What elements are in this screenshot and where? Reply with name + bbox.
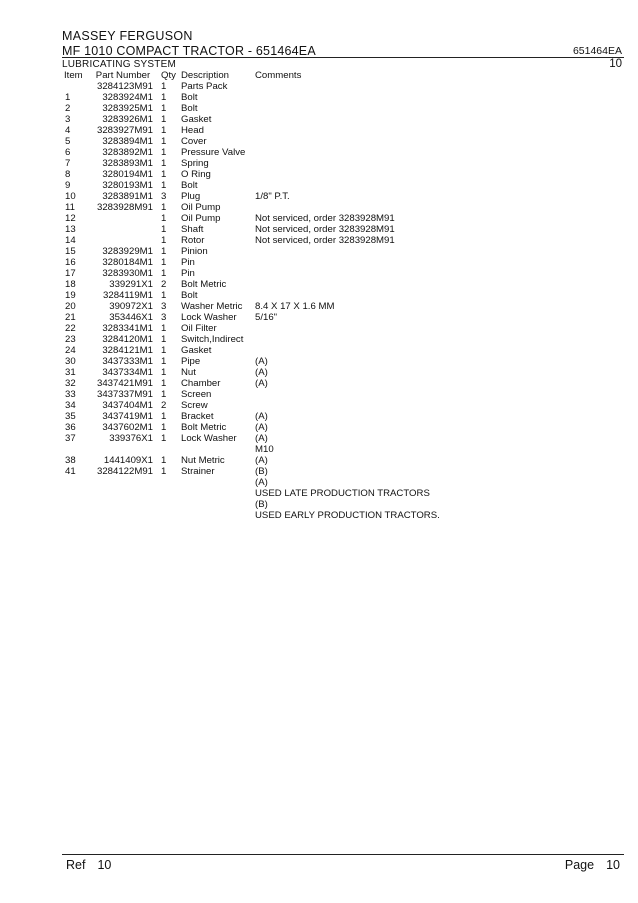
cell-description: Strainer	[181, 466, 215, 477]
cell-item: 24	[65, 345, 76, 356]
table-row	[62, 499, 440, 510]
table-row	[62, 477, 440, 488]
cell-description	[181, 477, 255, 488]
cell-item: 37	[65, 433, 76, 444]
cell-item: 31	[65, 367, 76, 378]
cell-comments: (A)	[255, 433, 268, 444]
cell-item: 4	[65, 125, 71, 136]
cell-item: 34	[65, 400, 76, 411]
column-header-item: Item	[64, 70, 83, 81]
cell-qty	[159, 510, 181, 521]
cell-item: 11	[65, 202, 75, 213]
table-row	[62, 378, 440, 389]
cell-comments: 5/16"	[255, 312, 278, 323]
table-row	[62, 125, 440, 136]
footer-ref	[66, 858, 111, 872]
cell-part-number: 3284121M1	[102, 345, 153, 356]
cell-item	[62, 444, 93, 455]
table-row	[62, 213, 440, 224]
cell-part-number: 353446X1	[109, 312, 153, 323]
cell-comments	[255, 268, 440, 279]
cell-qty: 1	[161, 224, 167, 235]
cell-description	[181, 499, 255, 510]
table-row	[62, 103, 440, 114]
cell-item: 6	[65, 147, 71, 158]
cell-part-number: 3283341M1	[102, 323, 153, 334]
cell-item: 13	[65, 224, 76, 235]
footer-page	[565, 858, 620, 872]
cell-item: 17	[65, 268, 76, 279]
cell-part-number	[93, 444, 159, 455]
table-row	[62, 257, 440, 268]
cell-qty: 1	[161, 114, 167, 125]
cell-qty: 1	[161, 202, 167, 213]
cell-item: 36	[65, 422, 76, 433]
cell-comments	[255, 345, 440, 356]
table-row	[62, 323, 440, 334]
cell-comments: 1/8" P.T.	[255, 191, 290, 202]
footer-divider	[62, 854, 624, 855]
parts-table-body	[62, 81, 440, 521]
cell-description: Rotor	[181, 235, 205, 246]
cell-qty: 3	[161, 191, 167, 202]
cell-qty: 1	[161, 411, 167, 422]
cell-item	[62, 488, 93, 499]
cell-item: 41	[65, 466, 76, 477]
cell-part-number: 3283927M91	[96, 125, 153, 136]
cell-description: Washer Metric	[181, 301, 243, 312]
cell-part-number: 3283894M1	[102, 136, 153, 147]
cell-item: 32	[65, 378, 76, 389]
table-row	[62, 202, 440, 213]
cell-description: Oil Filter	[181, 323, 217, 334]
cell-part-number: 3437419M1	[102, 411, 153, 422]
cell-comments: (A)	[255, 367, 268, 378]
cell-description: Bolt	[181, 290, 198, 301]
cell-comments	[255, 202, 440, 213]
cell-description: Oil Pump	[181, 202, 221, 213]
cell-qty	[159, 444, 181, 455]
table-row	[62, 235, 440, 246]
table-row	[62, 169, 440, 180]
cell-part-number: 3280184M1	[102, 257, 153, 268]
cell-item: 21	[65, 312, 76, 323]
cell-part-number	[93, 499, 159, 510]
cell-item: 23	[65, 334, 76, 345]
cell-qty: 1	[161, 136, 167, 147]
cell-comments	[255, 103, 440, 114]
cell-description	[181, 444, 255, 455]
cell-item: 3	[65, 114, 71, 125]
table-row	[62, 158, 440, 169]
cell-part-number: 3283925M1	[102, 103, 153, 114]
table-row	[62, 455, 440, 466]
cell-item: 18	[65, 279, 76, 290]
cell-comments: Not serviced, order 3283928M91	[255, 213, 395, 224]
cell-comments	[255, 114, 440, 125]
cell-description: Pin	[181, 268, 195, 279]
cell-qty: 1	[161, 455, 167, 466]
cell-description: Pinion	[181, 246, 208, 257]
cell-comments: (B)	[255, 499, 268, 510]
cell-description: Screw	[181, 400, 208, 411]
cell-comments	[255, 246, 440, 257]
cell-qty: 1	[161, 378, 167, 389]
cell-comments: (A)	[255, 455, 268, 466]
cell-part-number: 390972X1	[109, 301, 153, 312]
cell-description	[181, 488, 255, 499]
brand-title: MASSEY FERGUSON	[62, 29, 193, 43]
cell-qty: 1	[161, 323, 167, 334]
cell-qty: 1	[161, 356, 167, 367]
table-row	[62, 136, 440, 147]
cell-description: Gasket	[181, 114, 212, 125]
cell-qty: 1	[161, 433, 167, 444]
table-row	[62, 191, 440, 202]
cell-description: Lock Washer	[181, 312, 237, 323]
cell-description	[181, 510, 255, 521]
parts-table	[62, 70, 440, 521]
cell-part-number	[93, 477, 159, 488]
table-row	[62, 367, 440, 378]
cell-qty: 1	[161, 180, 167, 191]
table-row	[62, 147, 440, 158]
cell-comments	[255, 400, 440, 411]
cell-description: O Ring	[181, 169, 211, 180]
cell-comments: (A)	[255, 422, 268, 433]
table-row	[62, 466, 440, 477]
cell-comments	[255, 334, 440, 345]
cell-qty: 1	[161, 466, 167, 477]
table-row	[62, 433, 440, 444]
cell-part-number: 1441409X1	[103, 455, 153, 466]
cell-part-number: 3280194M1	[102, 169, 153, 180]
ref-value: 10	[97, 858, 112, 872]
cell-qty: 3	[161, 301, 167, 312]
cell-item: 5	[65, 136, 71, 147]
cell-qty: 1	[161, 389, 167, 400]
table-row	[62, 356, 440, 367]
cell-part-number	[93, 510, 159, 521]
cell-comments: (A)	[255, 356, 268, 367]
cell-description: Bolt	[181, 180, 198, 191]
table-row	[62, 389, 440, 400]
column-header-comments: Comments	[255, 70, 302, 81]
cell-item: 33	[65, 389, 76, 400]
table-row	[62, 180, 440, 191]
cell-item: 35	[65, 411, 76, 422]
cell-description: Spring	[181, 158, 209, 169]
cell-description: Shaft	[181, 224, 204, 235]
cell-qty	[159, 488, 181, 499]
cell-item: 7	[65, 158, 71, 169]
cell-part-number: 3283924M1	[102, 92, 153, 103]
cell-part-number: 3283892M1	[102, 147, 153, 158]
cell-description: Cover	[181, 136, 207, 147]
cell-item: 12	[65, 213, 76, 224]
table-row	[62, 444, 440, 455]
page-value: 10	[606, 858, 620, 872]
cell-qty: 1	[161, 246, 167, 257]
cell-part-number: 3283893M1	[102, 158, 153, 169]
cell-part-number: 3437333M1	[102, 356, 153, 367]
table-row	[62, 279, 440, 290]
cell-part-number: 3283891M1	[102, 191, 153, 202]
cell-part-number: 339291X1	[109, 279, 153, 290]
cell-qty: 1	[161, 147, 167, 158]
cell-part-number	[93, 213, 159, 224]
cell-description: Bolt Metric	[181, 279, 227, 290]
cell-comments	[255, 279, 440, 290]
cell-comments	[255, 136, 440, 147]
cell-qty: 1	[161, 125, 167, 136]
cell-comments: Not serviced, order 3283928M91	[255, 235, 395, 246]
cell-description: Bracket	[181, 411, 214, 422]
cell-qty: 1	[161, 92, 167, 103]
cell-item: 16	[65, 257, 76, 268]
cell-description: Screen	[181, 389, 212, 400]
cell-qty: 3	[161, 312, 167, 323]
cell-item: 20	[65, 301, 76, 312]
cell-comments	[255, 81, 440, 92]
section-title: LUBRICATING SYSTEM	[62, 59, 176, 70]
cell-part-number: 3284122M91	[96, 466, 153, 477]
cell-description: Parts Pack	[181, 81, 228, 92]
cell-item	[62, 81, 93, 92]
cell-item: 38	[65, 455, 76, 466]
cell-comments	[255, 323, 440, 334]
table-row	[62, 268, 440, 279]
cell-item: 14	[65, 235, 76, 246]
cell-item: 15	[65, 246, 76, 257]
cell-comments	[255, 147, 440, 158]
table-header-row	[62, 70, 440, 81]
cell-item: 22	[65, 323, 76, 334]
cell-part-number: 3284119M1	[103, 290, 153, 301]
cell-qty: 1	[161, 367, 167, 378]
table-row	[62, 488, 440, 499]
column-header-qty: Qty	[161, 70, 176, 81]
cell-part-number: 3437404M1	[102, 400, 153, 411]
cell-part-number: 3437334M1	[102, 367, 153, 378]
cell-item	[62, 510, 93, 521]
header-divider	[62, 57, 624, 58]
cell-description: Lock Washer	[181, 433, 237, 444]
cell-qty: 1	[161, 422, 167, 433]
cell-item: 30	[65, 356, 76, 367]
cell-qty: 1	[161, 235, 167, 246]
cell-description: Pressure Valve	[181, 147, 246, 158]
model-title: MF 1010 COMPACT TRACTOR - 651464EA	[62, 44, 316, 58]
table-row	[62, 422, 440, 433]
cell-comments: USED LATE PRODUCTION TRACTORS	[255, 488, 430, 499]
cell-qty: 1	[161, 81, 167, 92]
cell-item: 19	[65, 290, 76, 301]
cell-part-number: 3437421M91	[96, 378, 153, 389]
cell-qty: 1	[161, 334, 167, 345]
cell-comments: (A)	[255, 378, 268, 389]
cell-part-number: 3283928M91	[96, 202, 153, 213]
cell-description: Chamber	[181, 378, 221, 389]
cell-description: Nut Metric	[181, 455, 225, 466]
cell-part-number: 3284123M91	[96, 81, 153, 92]
cell-comments: Not serviced, order 3283928M91	[255, 224, 395, 235]
section-page-number: 10	[609, 58, 622, 70]
table-row	[62, 312, 440, 323]
cell-comments	[255, 169, 440, 180]
cell-item	[62, 499, 93, 510]
cell-part-number	[93, 235, 159, 246]
cell-part-number: 3283926M1	[102, 114, 153, 125]
ref-label: Ref	[66, 858, 86, 872]
cell-comments	[255, 92, 440, 103]
cell-item: 1	[65, 92, 71, 103]
cell-part-number: 3284120M1	[102, 334, 153, 345]
cell-comments: (A)	[255, 477, 268, 488]
cell-comments: M10	[255, 444, 274, 455]
cell-part-number: 3283930M1	[102, 268, 153, 279]
cell-part-number	[93, 488, 159, 499]
cell-description: Plug	[181, 191, 201, 202]
cell-comments: (B)	[255, 466, 268, 477]
cell-qty	[159, 499, 181, 510]
cell-qty: 1	[161, 290, 167, 301]
cell-comments	[255, 158, 440, 169]
cell-item: 2	[65, 103, 71, 114]
cell-comments: USED EARLY PRODUCTION TRACTORS.	[255, 510, 440, 521]
column-header-description: Description	[181, 70, 229, 81]
cell-qty: 1	[161, 257, 167, 268]
page-label: Page	[564, 858, 595, 872]
cell-qty: 1	[161, 103, 167, 114]
table-row	[62, 334, 440, 345]
cell-item: 8	[65, 169, 71, 180]
cell-comments	[255, 180, 440, 191]
cell-description: Pipe	[181, 356, 201, 367]
cell-comments: 8.4 X 17 X 1.6 MM	[255, 301, 335, 312]
cell-comments	[255, 125, 440, 136]
cell-qty: 2	[161, 400, 167, 411]
cell-comments	[255, 257, 440, 268]
cell-item	[62, 477, 93, 488]
table-row	[62, 81, 440, 92]
table-row	[62, 411, 440, 422]
cell-part-number: 3437337M91	[96, 389, 153, 400]
cell-description: Bolt	[181, 103, 198, 114]
table-row	[62, 400, 440, 411]
cell-description: Nut	[181, 367, 196, 378]
cell-part-number: 339376X1	[109, 433, 153, 444]
cell-part-number: 3437602M1	[102, 422, 153, 433]
cell-description: Gasket	[181, 345, 212, 356]
table-row	[62, 345, 440, 356]
cell-comments	[255, 290, 440, 301]
cell-qty: 1	[161, 268, 167, 279]
column-header-part-number: Part Number	[95, 70, 151, 81]
table-row	[62, 246, 440, 257]
cell-description: Pin	[181, 257, 195, 268]
cell-description: Bolt	[181, 92, 198, 103]
cell-part-number: 3280193M1	[102, 180, 153, 191]
table-row	[62, 224, 440, 235]
table-row	[62, 290, 440, 301]
cell-comments	[255, 389, 440, 400]
cell-description: Bolt Metric	[181, 422, 227, 433]
cell-qty: 2	[161, 279, 167, 290]
cell-part-number	[93, 224, 159, 235]
catalog-code: 651464EA	[572, 45, 622, 57]
cell-item: 9	[65, 180, 71, 191]
table-row	[62, 301, 440, 312]
cell-comments: (A)	[255, 411, 268, 422]
cell-qty	[159, 477, 181, 488]
cell-description: Head	[181, 125, 204, 136]
cell-item: 10	[65, 191, 76, 202]
table-row	[62, 114, 440, 125]
table-row	[62, 510, 440, 521]
cell-part-number: 3283929M1	[102, 246, 153, 257]
cell-description: Switch,Indirect	[181, 334, 244, 345]
cell-description: Oil Pump	[181, 213, 221, 224]
cell-qty: 1	[161, 213, 167, 224]
cell-qty: 1	[161, 158, 167, 169]
table-row	[62, 92, 440, 103]
cell-qty: 1	[161, 169, 167, 180]
cell-qty: 1	[161, 345, 167, 356]
